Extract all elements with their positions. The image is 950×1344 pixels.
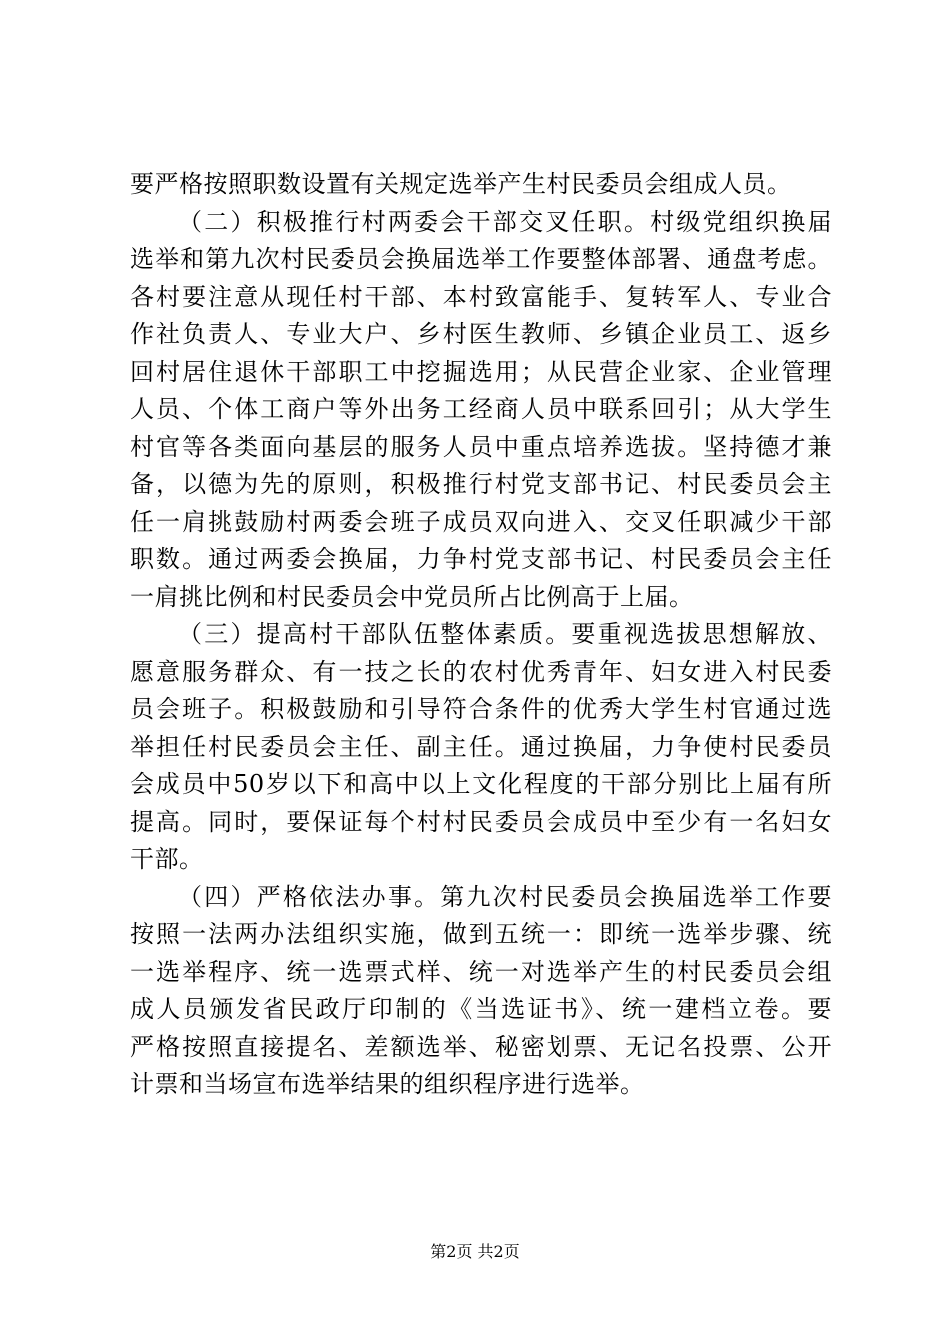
- text-line: 作社负责人、专业大户、乡村医生教师、乡镇企业员工、返乡: [130, 320, 832, 348]
- text-line: 按照一法两办法组织实施，做到五统一：即统一选举步骤、统: [130, 920, 832, 948]
- text-line: 要严格按照职数设置有关规定选举产生村民委员会组成人员。: [130, 170, 792, 198]
- text-line: 回村居住退休干部职工中挖掘选用；从民营企业家、企业管理: [130, 357, 832, 386]
- text-line: 各村要注意从现任村干部、本村致富能手、复转军人、专业合: [130, 282, 832, 311]
- text-line: 村官等各类面向基层的服务人员中重点培养选拔。坚持德才兼: [130, 432, 832, 461]
- text-line: 职数。通过两委会换届，力争村党支部书记、村民委员会主任: [130, 545, 832, 573]
- text-line: 员会班子。积极鼓励和引导符合条件的优秀大学生村官通过选: [130, 695, 832, 723]
- text-line: 会成员中50岁以下和高中以上文化程度的干部分别比上届有所: [130, 770, 832, 798]
- text-line: 严格按照直接提名、差额选举、秘密划票、无记名投票、公开: [130, 1032, 832, 1061]
- text-line: 选举和第九次村民委员会换届选举工作要整体部署、通盘考虑。: [130, 245, 832, 273]
- page-footer: 第2页 共2页: [430, 1242, 520, 1261]
- text-line: 计票和当场宣布选举结果的组织程序进行选举。: [130, 1070, 645, 1098]
- text-line: 人员、个体工商户等外出务工经商人员中联系回引；从大学生: [130, 395, 832, 423]
- text-line: 成人员颁发省民政厅印制的《当选证书》、统一建档立卷。要: [130, 995, 832, 1023]
- text-line: 备，以德为先的原则，积极推行村党支部书记、村民委员会主: [130, 470, 832, 498]
- text-line: （三）提高村干部队伍整体素质。要重视选拔思想解放、: [178, 620, 832, 648]
- text-line: 提高。同时，要保证每个村村民委员会成员中至少有一名妇女: [130, 807, 832, 836]
- text-line: （四）严格依法办事。第九次村民委员会换届选举工作要: [178, 882, 832, 911]
- text-line: 一肩挑比例和村民委员会中党员所占比例高于上届。: [130, 582, 694, 611]
- text-line: 任一肩挑鼓励村两委会班子成员双向进入、交叉任职减少干部: [130, 507, 832, 536]
- text-line: 举担任村民委员会主任、副主任。通过换届，力争使村民委员: [130, 732, 832, 761]
- text-line: 干部。: [130, 845, 204, 873]
- document-body: [130, 166, 832, 1104]
- text-line: （二）积极推行村两委会干部交叉任职。村级党组织换届: [178, 207, 832, 236]
- text-line: 愿意服务群众、有一技之长的农村优秀青年、妇女进入村民委: [130, 657, 832, 686]
- text-line: 一选举程序、统一选票式样、统一对选举产生的村民委员会组: [130, 957, 832, 986]
